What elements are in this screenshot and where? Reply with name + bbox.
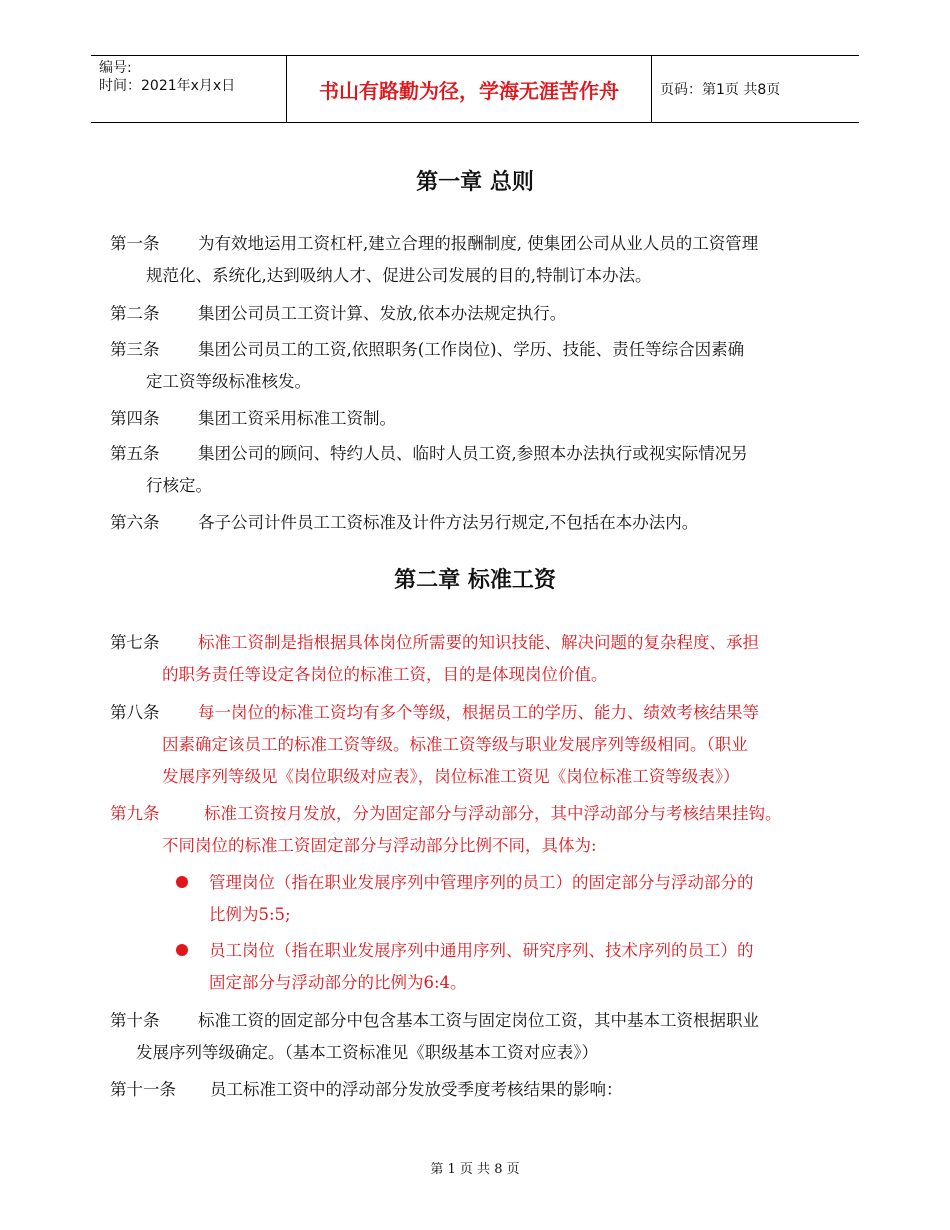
bullet-line: 管理岗位（指在职业发展序列中管理序列的员工）的固定部分与浮动部分的 <box>209 873 754 892</box>
article-line: 集团公司员工工资计算、发放,依本办法规定执行。 <box>198 304 567 323</box>
article-9 <box>110 798 782 862</box>
article-line: 定工资等级标准核发。 <box>146 372 311 391</box>
bullet-dot-icon <box>176 944 188 956</box>
article-line: 标准工资的固定部分中包含基本工资与固定岗位工资，其中基本工资根据职业 <box>198 1011 759 1030</box>
number-label: 编号: <box>99 60 132 76</box>
bullet-line: 员工岗位（指在职业发展序列中通用序列、研究序列、技术序列的员工）的 <box>209 941 754 960</box>
article-number: 第十条 <box>110 1011 160 1030</box>
article-line: 每一岗位的标准工资均有多个等级，根据员工的学历、能力、绩效考核结果等 <box>198 703 759 722</box>
bullet-line: 比例为5:5; <box>209 905 291 924</box>
article-11 <box>110 1074 623 1106</box>
chapter-title-1: 第一章 总则 <box>416 170 534 195</box>
article-line: 行核定。 <box>146 476 212 495</box>
article-1 <box>110 228 758 292</box>
article-4 <box>110 403 396 435</box>
article-8 <box>110 697 759 793</box>
article-line: 为有效地运用工资杠杆,建立合理的报酬制度, 使集团公司从业人员的工资管理 <box>198 234 759 253</box>
page-footer: 第 1 页 共 8 页 <box>430 1162 520 1177</box>
article-number: 第十一条 <box>110 1080 176 1099</box>
article-2 <box>110 298 566 330</box>
article-line: 员工标准工资中的浮动部分发放受季度考核结果的影响： <box>210 1080 623 1099</box>
article-line: 发展序列等级见《岗位职级对应表》，岗位标准工资见《岗位标准工资等级表》） <box>162 767 740 786</box>
article-number: 第一条 <box>110 234 160 253</box>
article-line: 集团公司的顾问、特约人员、临时人员工资,参照本办法执行或视实际情况另 <box>198 444 748 463</box>
article-3 <box>110 334 744 398</box>
article-number: 第三条 <box>110 340 160 359</box>
document-header <box>91 55 859 123</box>
article-10 <box>110 1005 759 1069</box>
article-line: 规范化、系统化,达到吸纳人才、促进公司发展的目的,特制订本办法。 <box>146 266 652 285</box>
article-number: 第七条 <box>110 633 160 652</box>
article-line: 发展序列等级确定。（基本工资标准见《职级基本工资对应表》） <box>136 1043 598 1062</box>
article-number: 第八条 <box>110 703 160 722</box>
bullet-item-2 <box>176 935 754 999</box>
chapter-title-2: 第二章 标准工资 <box>394 568 556 593</box>
article-line: 标准工资制是指根据具体岗位所需要的知识技能、解决问题的复杂程度、承担 <box>198 633 759 652</box>
header-left-cell <box>91 56 287 122</box>
article-line: 集团公司员工的工资,依照职务(工作岗位)、学历、技能、责任等综合因素确 <box>198 340 745 359</box>
article-number: 第二条 <box>110 304 160 323</box>
time-label: 时间：2021年x月x日 <box>99 78 236 94</box>
article-line: 因素确定该员工的标准工资等级。标准工资等级与职业发展序列等级相同。（职业 <box>162 735 748 754</box>
bullet-dot-icon <box>176 876 188 888</box>
article-line: 不同岗位的标准工资固定部分与浮动部分比例不同，具体为: <box>162 836 597 855</box>
article-line: 标准工资按月发放，分为固定部分与浮动部分，其中浮动部分与考核结果挂钩。 <box>204 804 782 823</box>
article-number: 第四条 <box>110 409 160 428</box>
page-label: 页码：第1页 共8页 <box>660 82 781 98</box>
article-number: 第五条 <box>110 444 160 463</box>
article-5 <box>110 438 748 502</box>
bullet-line: 固定部分与浮动部分的比例为6:4。 <box>209 973 467 992</box>
bullet-item-1 <box>176 867 754 931</box>
article-line: 的职务责任等设定各岗位的标准工资，目的是体现岗位价值。 <box>162 665 608 684</box>
article-6 <box>110 507 698 539</box>
article-number: 第九条 <box>110 804 160 823</box>
article-line: 集团工资采用标准工资制。 <box>198 409 396 428</box>
article-7 <box>110 627 759 691</box>
article-line: 各子公司计件员工工资标准及计件方法另行规定,不包括在本办法内。 <box>198 513 699 532</box>
article-number: 第六条 <box>110 513 160 532</box>
motto: 书山有路勤为径，学海无涯苦作舟 <box>287 56 652 122</box>
